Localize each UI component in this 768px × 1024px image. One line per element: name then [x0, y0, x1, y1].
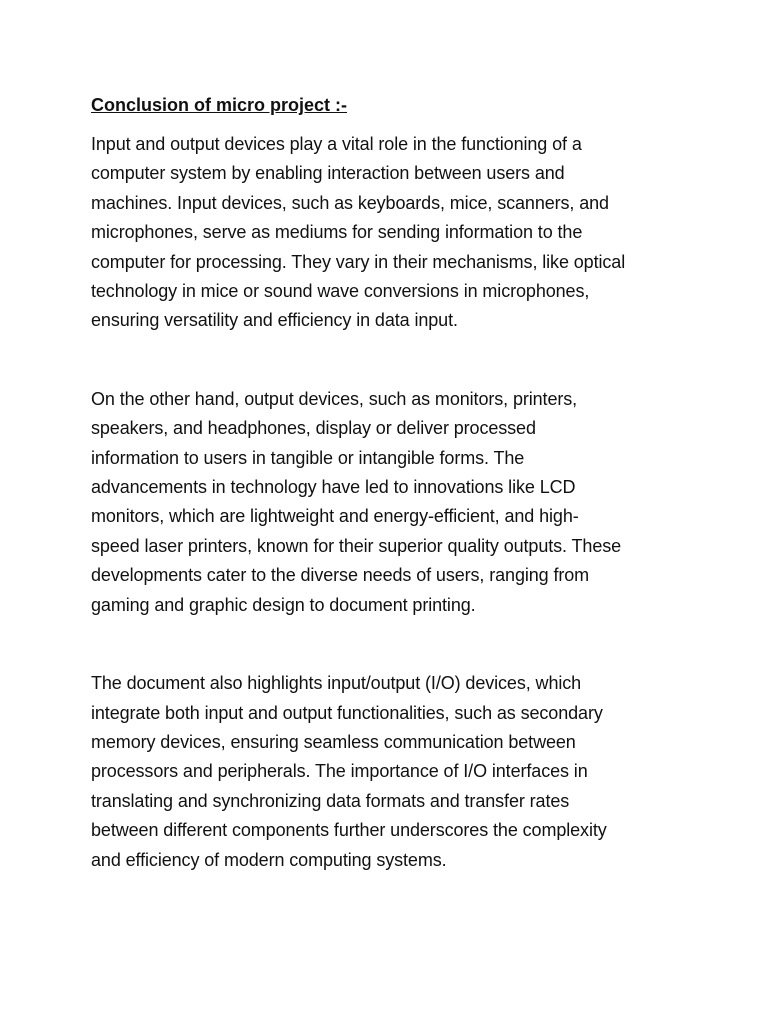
paragraph-spacer [91, 336, 691, 385]
paragraph-line: monitors, which are lightweight and energy-efficient, and high- [91, 506, 579, 527]
paragraph-line: computer system by enabling interaction between users and [91, 163, 565, 184]
paragraph-line: developments cater to the diverse needs of users, ranging from [91, 565, 590, 586]
paragraph-line: advancements in technology have led to innovations like LCD [91, 477, 576, 498]
paragraph-line: between different components further underscores the complexity [91, 820, 607, 841]
paragraph-line: processors and peripherals. The importance of I/O interfaces in [91, 761, 588, 782]
paragraph-line: microphones, serve as mediums for sending information to the [91, 222, 583, 243]
paragraph-io-devices [91, 669, 691, 875]
paragraph-spacer [91, 620, 691, 669]
paragraph-line: memory devices, ensuring seamless communication between [91, 731, 576, 752]
paragraph-line: computer for processing. They vary in their mechanisms, like optical [91, 251, 626, 272]
paragraph-line: On the other hand, output devices, such as monitors, printers, [91, 388, 578, 409]
paragraph-line: and efficiency of modern computing systems. [91, 849, 447, 870]
paragraph-line: machines. Input devices, such as keyboards, mice, scanners, and [91, 192, 609, 213]
paragraph-line: speakers, and headphones, display or deliver processed [91, 418, 536, 439]
paragraph-line: speed laser printers, known for their superior quality outputs. These [91, 535, 622, 556]
paragraph-line: integrate both input and output functionalities, such as secondary [91, 702, 603, 723]
paragraph-line: translating and synchronizing data formats and transfer rates [91, 790, 570, 811]
paragraph-output-devices [91, 385, 691, 620]
paragraph-line: information to users in tangible or intangible forms. The [91, 447, 525, 468]
paragraph-line: gaming and graphic design to document printing. [91, 594, 476, 615]
paragraph-line: ensuring versatility and efficiency in data input. [91, 310, 458, 331]
paragraph-line: The document also highlights input/output (I/O) devices, which [91, 673, 582, 694]
document-heading: Conclusion of micro project :- [91, 95, 348, 115]
paragraph-line: technology in mice or sound wave conversions in microphones, [91, 281, 590, 302]
paragraph-input-devices [91, 130, 691, 336]
document-body [91, 92, 691, 875]
paragraph-line: Input and output devices play a vital role in the functioning of a [91, 134, 582, 154]
